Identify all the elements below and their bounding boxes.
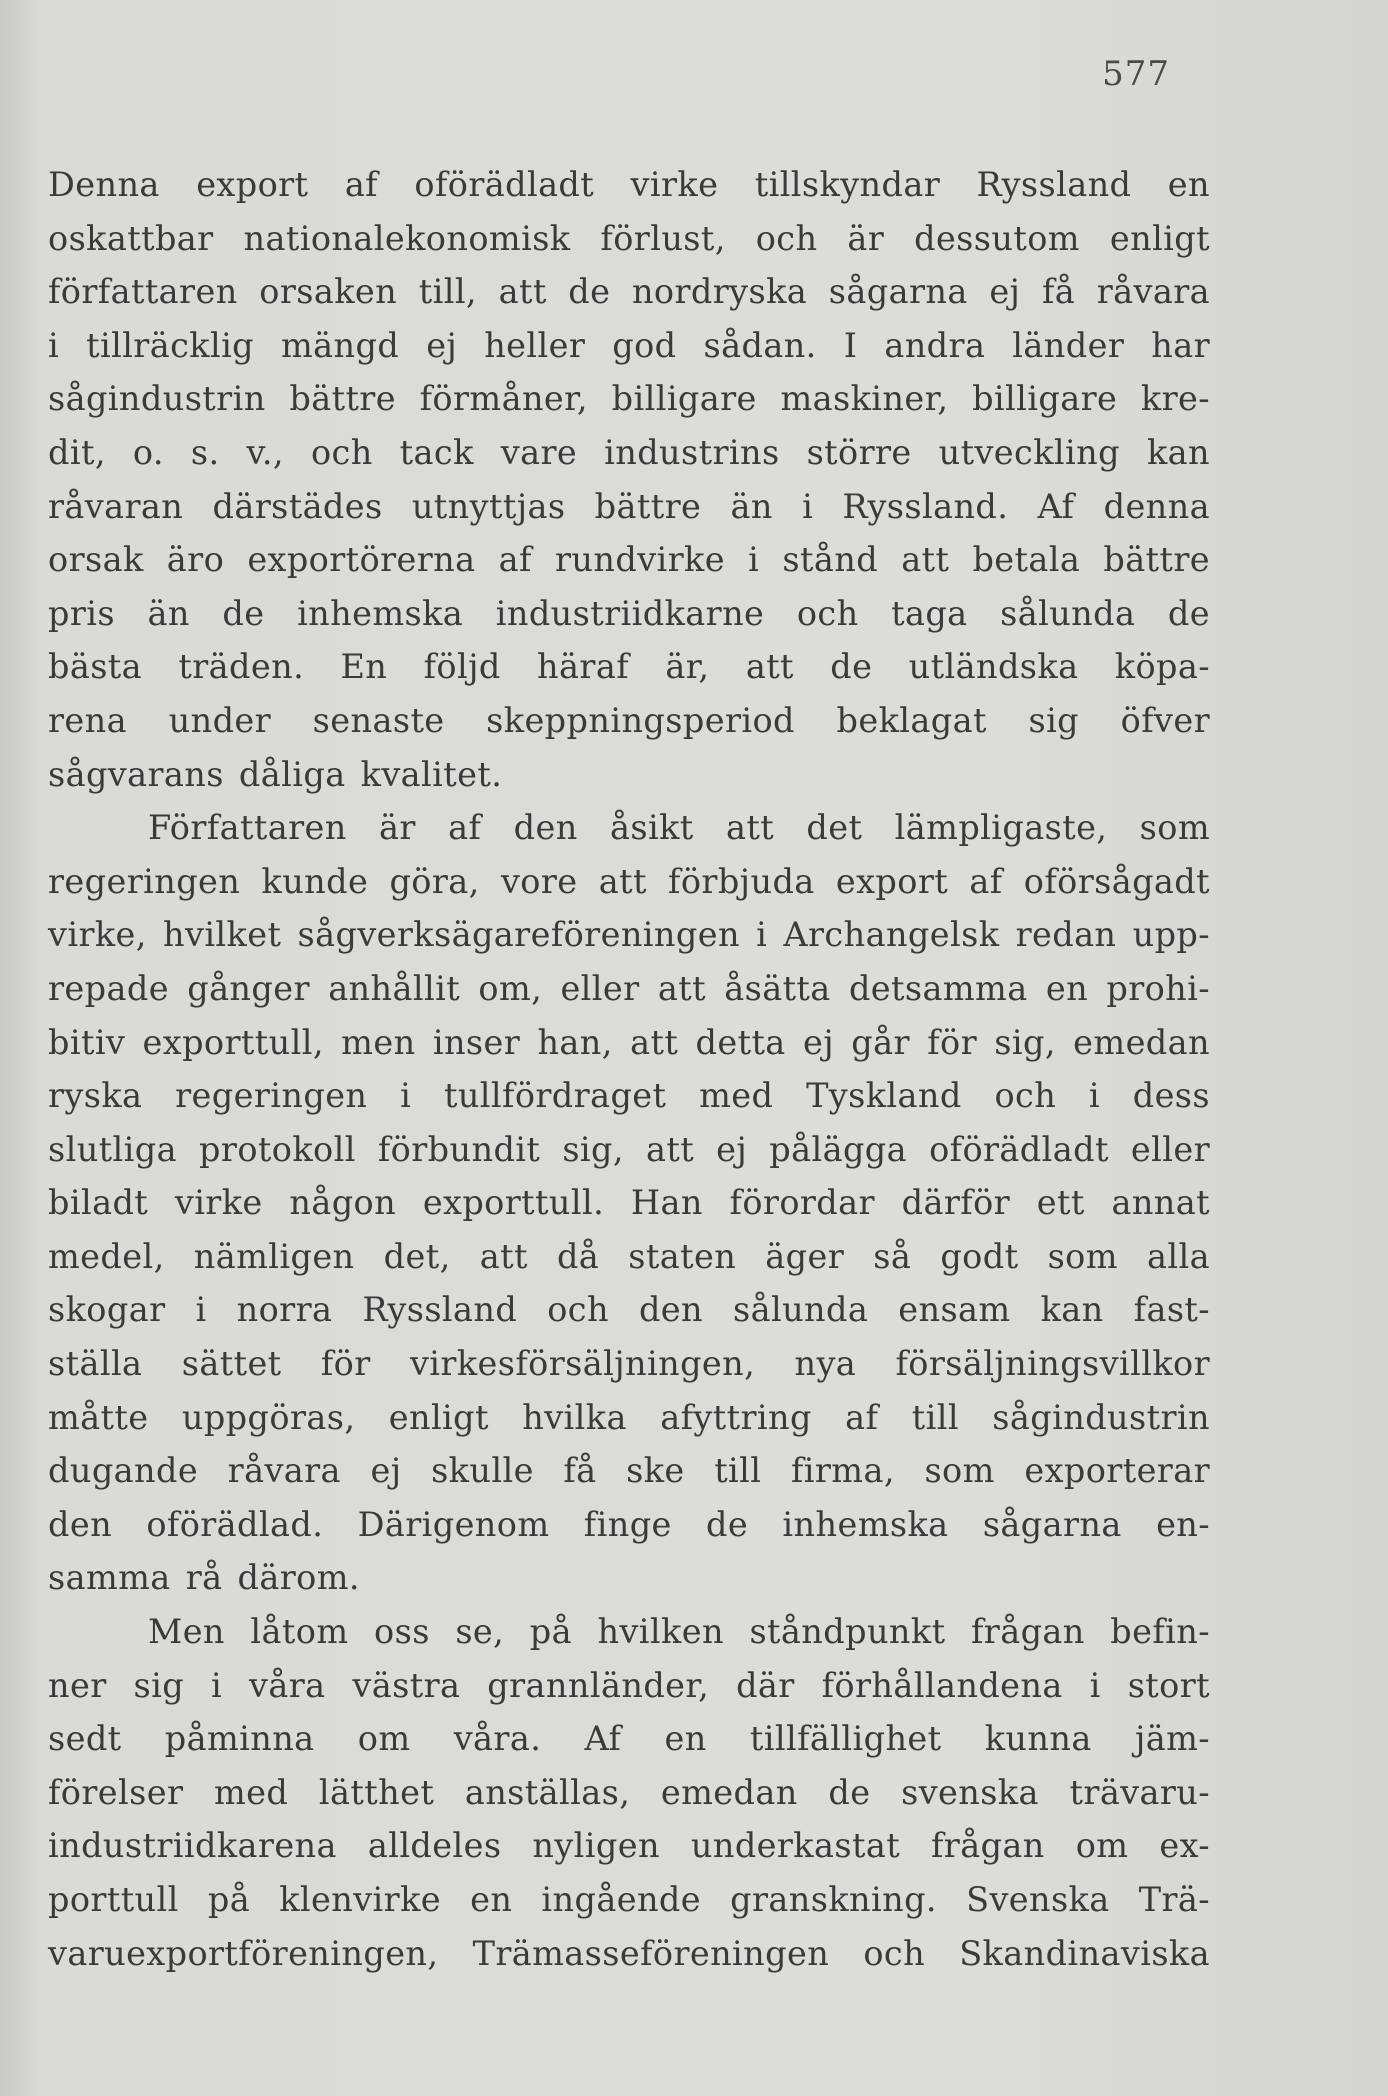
text-line: rena under senaste skeppningsperiod beklagat sig öfver (48, 700, 1210, 740)
text-line: ner sig i våra västra grannländer, där förhållandena i stort (48, 1665, 1210, 1705)
text-line: sågvarans dåliga kvalitet. (48, 754, 503, 794)
text-line: Denna export af oförädladt virke tillskyndar Ryssland en (48, 165, 1210, 204)
text-line: bitiv exporttull, men inser han, att detta ej går för sig, emedan (48, 1022, 1210, 1062)
text-line: författaren orsaken till, att de nordryska sågarna ej få råvara (48, 272, 1210, 312)
body-text (48, 158, 1210, 1980)
text-line: förelser med lätthet anställas, emedan de svenska trävaru- (48, 1772, 1210, 1812)
text-line: slutliga protokoll förbundit sig, att ej pålägga oförädladt eller (48, 1129, 1210, 1169)
text-line: i tillräcklig mängd ej heller god sådan. I andra länder har (48, 325, 1210, 365)
text-line: regeringen kunde göra, vore att förbjuda export af oförsågadt (48, 861, 1210, 901)
text-line: Men låtom oss se, på hvilken ståndpunkt frågan befin- (148, 1612, 1210, 1652)
text-line: orsak äro exportörerna af rundvirke i stånd att betala bättre (48, 540, 1210, 580)
text-line: virke, hvilket sågverksägareföreningen i Archangelsk redan upp- (48, 915, 1210, 955)
text-line: dugande råvara ej skulle få ske till firma, som exporterar (48, 1451, 1210, 1491)
text-line: repade gånger anhållit om, eller att åsätta detsamma en prohi- (48, 968, 1210, 1008)
text-line: dit, o. s. v., och tack vare industrins större utveckling kan (48, 432, 1210, 472)
text-line: bästa träden. En följd häraf är, att de utländska köpa- (48, 647, 1210, 687)
text-line: medel, nämligen det, att då staten äger så godt som alla (48, 1236, 1210, 1276)
text-line: Författaren är af den åsikt att det lämpligaste, som (148, 808, 1210, 848)
text-line: skogar i norra Ryssland och den sålunda ensam kan fast- (48, 1290, 1210, 1330)
text-line: råvaran därstädes utnyttjas bättre än i Ryssland. Af denna (48, 486, 1210, 526)
text-line: ryska regeringen i tullfördraget med Tyskland och i dess (48, 1076, 1210, 1116)
text-line: biladt virke någon exporttull. Han förordar därför ett annat (48, 1183, 1210, 1223)
text-line: varuexportföreningen, Trämasseföreningen och Skandinaviska (48, 1933, 1210, 1973)
text-line: sågindustrin bättre förmåner, billigare maskiner, billigare kre- (48, 379, 1210, 419)
text-line: den oförädlad. Därigenom finge de inhemska sågarna en- (48, 1504, 1210, 1544)
text-line: sedt påminna om våra. Af en tillfällighet kunna jäm- (48, 1719, 1210, 1759)
text-line: oskattbar nationalekonomisk förlust, och är dessutom enligt (48, 218, 1210, 258)
text-line: porttull på klenvirke en ingående granskning. Svenska Trä- (48, 1880, 1210, 1919)
text-line: ställa sättet för virkesförsäljningen, nya försäljningsvillkor (48, 1344, 1210, 1384)
page-number: 577 (1102, 54, 1170, 94)
text-line: industriidkarena alldeles nyligen underkastat frågan om ex- (48, 1826, 1210, 1866)
text-line: samma rå därom. (48, 1558, 360, 1598)
text-line: pris än de inhemska industriidkarne och taga sålunda de (48, 593, 1210, 633)
text-line: måtte uppgöras, enligt hvilka afyttring af till sågindustrin (48, 1397, 1210, 1437)
